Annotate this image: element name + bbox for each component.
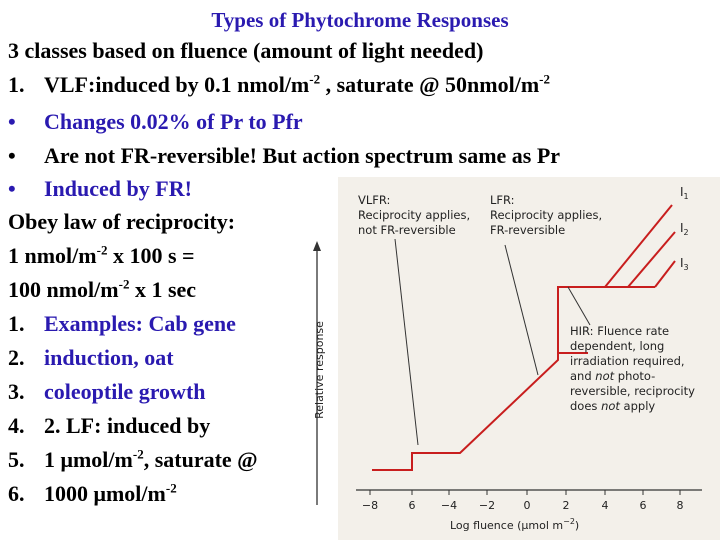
- hir-note-line: dependent, long: [570, 339, 665, 353]
- x-tick-label: 2: [562, 499, 570, 512]
- list-number: 1.: [8, 72, 25, 97]
- irradiance-label: $I_2$: [680, 221, 689, 237]
- list-number: 6.: [8, 481, 25, 506]
- hir-note-line: reversible, reciprocity: [570, 384, 695, 398]
- numbered-item: 1. Examples: Cab gene: [8, 311, 236, 336]
- hir-note-line: HIR: Fluence rate: [570, 324, 670, 338]
- y-axis-label: Relative response: [313, 321, 326, 419]
- bullet-item: • Are not FR-reversible! But action spectrum same as Pr: [8, 143, 561, 168]
- lfr-note-line: FR-reversible: [490, 223, 566, 237]
- irradiance-label: $I_1$: [680, 185, 689, 201]
- fluence-response-diagram: [310, 175, 720, 540]
- bullet-glyph: •: [8, 176, 16, 201]
- x-tick-label: 4: [601, 499, 609, 512]
- x-axis-label: Log fluence (μmol $m^{-2}$): [450, 517, 580, 532]
- x-tick-label: 6: [639, 499, 647, 512]
- numbered-item: 5. 1 μmol/$m^{-2}$, saturate @: [8, 446, 258, 472]
- x-tick-label: 8: [676, 499, 684, 512]
- x-tick-label: 0: [523, 499, 531, 512]
- reciprocity-equation-1: 1 nmol/$m^{-2}$ x 100 s =: [8, 242, 195, 268]
- bullet-glyph: •: [8, 109, 16, 134]
- bullet-item: • Changes 0.02% of Pr to Pfr: [8, 109, 303, 134]
- irradiance-label: $I_3$: [680, 256, 689, 272]
- numbered-item: 3. coleoptile growth: [8, 379, 206, 404]
- x-tick-label: −8: [361, 499, 379, 512]
- list-number: 3.: [8, 379, 25, 404]
- numbered-item: 4. 2. LF: induced by: [8, 413, 211, 438]
- hir-note-line: and not photo-: [570, 369, 656, 383]
- numbered-item: 6. 1000 μmol/$m^{-2}$: [8, 480, 177, 506]
- intro-line: 3 classes based on fluence (amount of light needed): [8, 38, 484, 63]
- bullet-glyph: •: [8, 143, 16, 168]
- list-number: 2.: [8, 345, 25, 370]
- vlf-item: 1. VLF:induced by 0.1 nmol/$m^{-2}$ , saturate @ $50nmol/m^{-2}$: [8, 71, 551, 97]
- fluence-response-figure: [310, 175, 720, 540]
- reciprocity-equation-2: 100 nmol/$m^{-2}$ x 1 sec: [8, 276, 197, 302]
- lfr-title: LFR:: [490, 193, 515, 207]
- list-number: 5.: [8, 447, 25, 472]
- vlfr-title: VLFR:: [358, 193, 391, 207]
- list-number: 4.: [8, 413, 25, 438]
- reciprocity-heading: Obey law of reciprocity:: [8, 209, 236, 234]
- y-axis-arrowhead: [313, 241, 321, 251]
- x-tick-label: −4: [440, 499, 458, 512]
- list-number: 1.: [8, 311, 25, 336]
- vlfr-note-line: Reciprocity applies,: [358, 208, 471, 222]
- x-tick-label: −2: [478, 499, 496, 512]
- vlfr-note-line: not FR-reversible: [358, 223, 456, 237]
- lfr-note-line: Reciprocity applies,: [490, 208, 603, 222]
- numbered-item: 2. induction, oat: [8, 345, 174, 370]
- slide-title: Types of Phytochrome Responses: [211, 8, 509, 32]
- hir-note-line: does not apply: [570, 399, 656, 413]
- x-tick-label: 6: [408, 499, 416, 512]
- hir-note-line: irradiation required,: [570, 354, 685, 368]
- bullet-item: • Induced by FR!: [8, 176, 192, 201]
